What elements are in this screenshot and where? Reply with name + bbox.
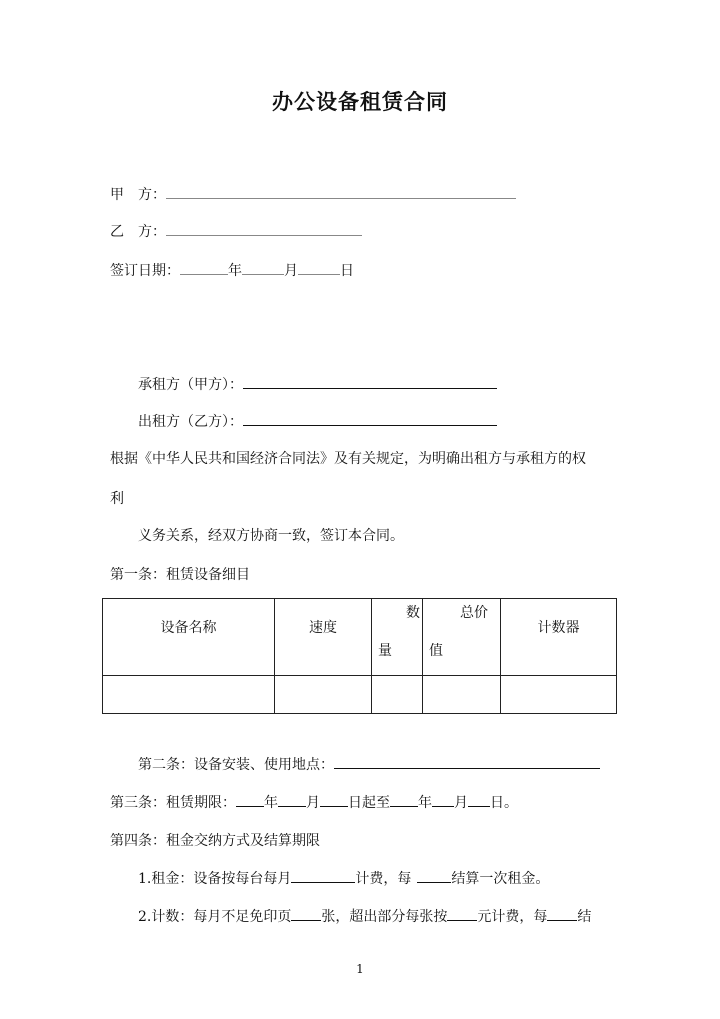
lessor-row: [138, 411, 497, 431]
rent-amount-field[interactable]: [291, 868, 355, 883]
party-a-row: [110, 184, 516, 204]
lessor-label: 出租方（乙方）：: [138, 414, 243, 430]
end-year-field[interactable]: [390, 792, 418, 807]
intro-line-2: 利: [110, 491, 124, 507]
start-year-label: 年: [264, 795, 278, 811]
cell-counter[interactable]: [501, 676, 617, 714]
lessor-field[interactable]: [243, 411, 497, 426]
intro-line-3: 义务关系，经双方协商一致，签订本合同。: [138, 528, 404, 544]
article-1-title: 第一条：租赁设备细目: [110, 567, 250, 583]
rent-mid-label: 计费，每: [355, 871, 412, 887]
per-page-price-field[interactable]: [447, 906, 477, 921]
party-a-field[interactable]: [166, 184, 516, 199]
sign-year-label: 年: [228, 263, 242, 279]
end-year-label: 年: [418, 795, 432, 811]
cell-speed[interactable]: [275, 676, 372, 714]
article-3-row: [110, 792, 518, 812]
start-day-label: 日起至: [348, 795, 390, 811]
count-label: 2.计数：每月不足免印页: [138, 909, 292, 925]
sign-day-label: 日: [340, 263, 354, 279]
equipment-table: [102, 598, 617, 714]
free-pages-field[interactable]: [291, 906, 321, 921]
article-3-label: 第三条：租赁期限：: [110, 795, 236, 811]
header-speed: 速度: [275, 599, 372, 676]
sign-month-field[interactable]: [242, 260, 284, 275]
cell-total-price[interactable]: [423, 676, 501, 714]
start-year-field[interactable]: [236, 792, 264, 807]
cell-quantity[interactable]: [372, 676, 423, 714]
rent-end-label: 结算一次租金。: [451, 871, 550, 887]
settle-period-field[interactable]: [417, 868, 451, 883]
party-b-field[interactable]: [166, 221, 362, 236]
header-total-price: 总价 值: [423, 599, 501, 676]
header-quantity: 数 量: [372, 599, 423, 676]
end-day-field[interactable]: [468, 792, 490, 807]
install-location-field[interactable]: [334, 754, 600, 769]
article-2-row: [138, 754, 600, 774]
article-4-item-1: [138, 868, 549, 888]
start-month-field[interactable]: [278, 792, 306, 807]
intro-line-1: 根据《中华人民共和国经济合同法》及有关规定，为明确出租方与承租方的权: [110, 451, 586, 467]
article-4-title: 第四条：租金交纳方式及结算期限: [110, 833, 320, 849]
count-end-label: 结: [577, 909, 592, 925]
party-b-row: [110, 221, 362, 241]
lessee-row: [138, 374, 497, 394]
document-title: 办公设备租赁合同: [272, 89, 448, 114]
sign-year-field[interactable]: [180, 260, 228, 275]
sign-day-field[interactable]: [298, 260, 340, 275]
end-month-field[interactable]: [432, 792, 454, 807]
rent-label: 1.租金：设备按每台每月: [138, 871, 292, 887]
page-number: 1: [356, 962, 364, 976]
sign-date-label: 签订日期：: [110, 263, 180, 279]
header-counter: 计数器: [501, 599, 617, 676]
cell-equipment-name[interactable]: [103, 676, 275, 714]
end-day-label: 日。: [490, 795, 518, 811]
lessee-field[interactable]: [243, 374, 497, 389]
count-price-label: 元计费，每: [477, 909, 548, 925]
count-mid-label: 张，超出部分每张按: [321, 909, 448, 925]
start-day-field[interactable]: [320, 792, 348, 807]
article-4-item-2: [138, 906, 591, 926]
header-equipment-name: 设备名称: [103, 599, 275, 676]
table-header-row: [103, 599, 617, 676]
sign-month-label: 月: [284, 263, 298, 279]
article-2-label: 第二条：设备安装、使用地点：: [138, 757, 334, 773]
lessee-label: 承租方（甲方）：: [138, 377, 243, 393]
table-row: [103, 676, 617, 714]
start-month-label: 月: [306, 795, 320, 811]
count-period-field[interactable]: [547, 906, 577, 921]
sign-date-row: [110, 260, 354, 280]
party-b-label: 乙 方：: [110, 224, 166, 240]
party-a-label: 甲 方：: [110, 187, 166, 203]
end-month-label: 月: [454, 795, 468, 811]
